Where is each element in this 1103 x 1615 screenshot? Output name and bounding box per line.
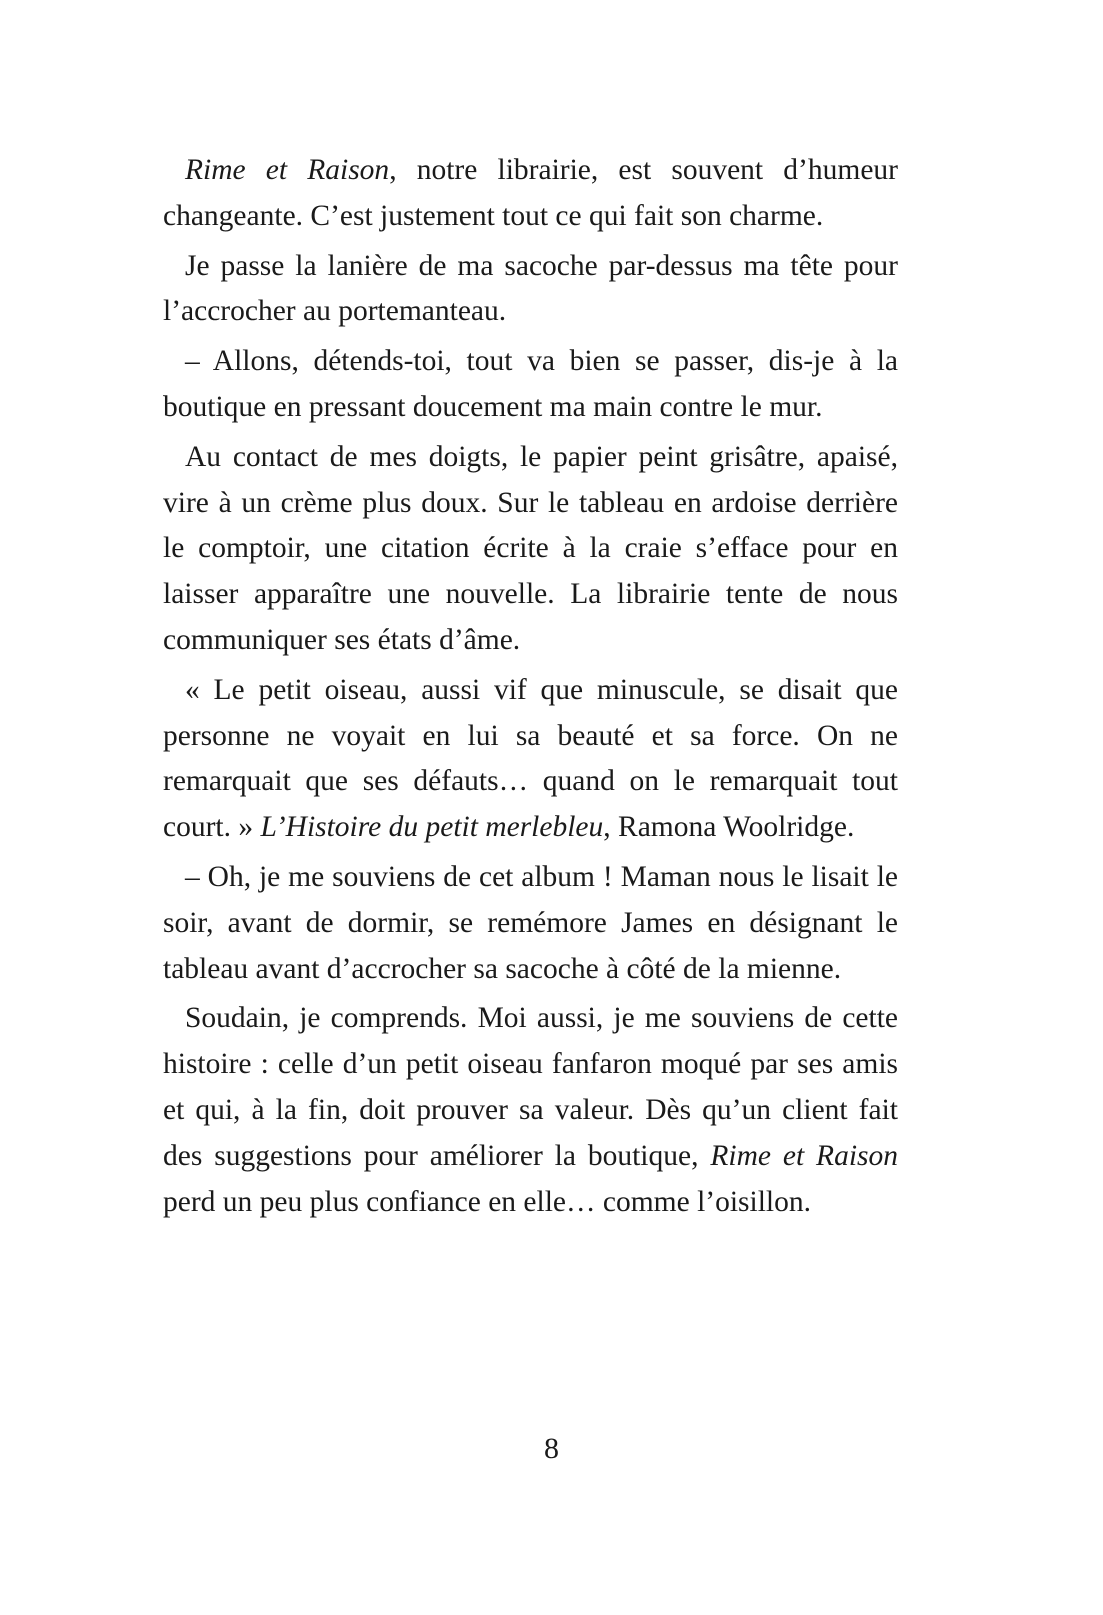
- paragraph-3: [163, 339, 898, 431]
- shop-name-italic: Rime et Raison: [185, 154, 390, 186]
- book-title-italic: L’Histoire du petit merlebleu: [260, 811, 604, 844]
- paragraph-4: [163, 435, 898, 664]
- paragraph-4-text: Au contact de mes doigts, le papier peint grisâtre, apaisé, vire à un crème plus doux. Sur le tableau en ardoise derrière le comptoir, une citation écrite à la craie s’efface pour en laisser apparaître une nouvelle. La librairie tente de nous communiquer ses états d’âme.: [163, 440, 898, 656]
- body-text: [163, 148, 898, 1225]
- quote-author: , Ramona Woolridge.: [603, 811, 855, 844]
- paragraph-7-text-end: perd un peu plus confiance en elle… comme l’oisillon.: [163, 1185, 811, 1218]
- paragraph-6-text: – Oh, je me souviens de cet album ! Maman nous le lisait le soir, avant de dormir, se remémore James en désignant le tableau avant d’accrocher sa sacoche à côté de la mienne.: [163, 860, 898, 985]
- paragraph-2: [163, 244, 898, 336]
- paragraph-7-text: Soudain, je comprends. Moi aussi, je me souviens de cette histoire : celle d’un petit oiseau fanfaron moqué par ses amis et qui, à la fin, doit prouver sa valeur. Dès qu’un client fait des suggestions pour améliorer la boutique,: [163, 1002, 898, 1172]
- paragraph-7: [163, 996, 898, 1225]
- quote-text: « Le petit oiseau, aussi vif que minuscule, se disait que personne ne voyait en lui sa beauté et sa force. On ne remarquait que ses défauts… quand on le remarquait tout court. »: [163, 673, 898, 844]
- page-number: 8: [544, 1432, 559, 1465]
- paragraph-3-text: – Allons, détends-toi, tout va bien se passer, dis-je à la boutique en pressant doucement ma main contre le mur.: [163, 345, 898, 423]
- paragraph-6: [163, 855, 898, 992]
- shop-name-italic-2: Rime et Raison: [710, 1139, 898, 1172]
- paragraph-1: [163, 148, 898, 240]
- paragraph-5-quote: [163, 668, 898, 851]
- paragraph-2-text: Je passe la lanière de ma sacoche par-dessus ma tête pour l’accrocher au portemanteau.: [163, 249, 898, 328]
- paragraph-1-text: , notre librairie, est souvent d’humeur changeante. C’est justement tout ce qui fait son charme.: [163, 154, 898, 232]
